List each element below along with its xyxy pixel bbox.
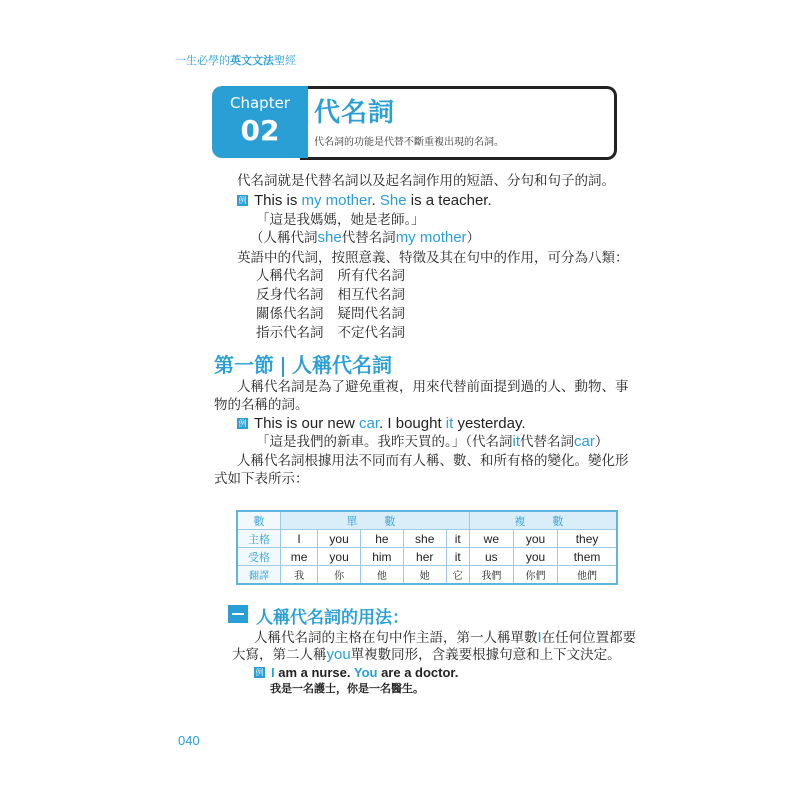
list-item: 關係代名詞 疑問代名詞 [256, 306, 405, 322]
example-1 [237, 190, 492, 209]
table-cell: I [281, 530, 318, 548]
section-para-2-line-2: 式如下表所示： [214, 471, 309, 487]
table-cell: she [403, 530, 446, 548]
translation-1: 「這是我媽媽，她是老師。」 [256, 212, 425, 228]
chapter-word: Chapter [230, 94, 290, 112]
plural-header: 複 數 [469, 511, 617, 530]
table-cell: it [446, 530, 469, 548]
section-para-2-line-1: 人稱代名詞根據用法不同而有人稱、數、和所有格的變化。變化形 [237, 453, 629, 469]
example-3 [254, 662, 458, 681]
row-label: 主格 [237, 530, 281, 548]
table-cell: 他 [361, 566, 404, 585]
table-cell: they [558, 530, 617, 548]
definition-text: 代名詞就是代替名詞以及起名詞作用的短語、分句和句子的詞。 [237, 173, 615, 189]
table-cell: me [281, 548, 318, 566]
section-para-1-line-1: 人稱代名詞是為了避免重複，用來代替前面提到過的人、動物、事 [237, 379, 629, 395]
example-2-text: This is our new car. I bought it yesterday. [254, 415, 526, 432]
chapter-tab [212, 86, 308, 158]
chapter-description: 代名詞的功能是代替不斷重複出現的名詞。 [314, 137, 504, 148]
chapter-title: 代名詞 [314, 98, 396, 128]
table-cell: us [469, 548, 513, 566]
translation-3: 我是一名護士，你是一名醫生。 [270, 682, 424, 695]
table-cell: we [469, 530, 513, 548]
example-icon: 例 [238, 419, 247, 428]
subsection-line-2: 大寫，第二人稱you單複數同形，含義要根據句意和上下文決定。 [232, 646, 621, 663]
table-header-row [237, 511, 617, 530]
section-name: 人稱代名詞 [292, 353, 392, 377]
running-header [175, 52, 296, 68]
row-label: 翻譯 [237, 566, 281, 585]
example-icon: 例 [238, 196, 247, 205]
section-label: 第一節 [214, 353, 274, 377]
table-cell: 你們 [513, 566, 557, 585]
header-prefix: 一生必學的 [175, 54, 230, 67]
table-cell: you [513, 548, 557, 566]
table-cell: you [318, 530, 361, 548]
section-title [214, 349, 392, 378]
table-row [237, 530, 617, 548]
chapter-number: 02 [240, 114, 280, 147]
header-bold: 英文文法 [230, 54, 274, 67]
subsection-badge-icon [228, 605, 248, 623]
subsection-line-1: 人稱代名詞的主格在句中作主語，第一人稱單數I在任何位置都要 [254, 629, 637, 646]
table-cell: them [558, 548, 617, 566]
example-1-text: This is my mother. She is a teacher. [254, 192, 492, 209]
header-suffix: 聖經 [274, 54, 296, 67]
table-cell: 她 [403, 566, 446, 585]
example-icon: 例 [255, 668, 264, 677]
table-cell: you [318, 548, 361, 566]
section-para-1-line-2: 物的名稱的詞。 [214, 397, 309, 413]
list-item: 反身代名詞 相互代名詞 [256, 287, 405, 303]
note-1: （人稱代詞she代替名詞my mother） [250, 229, 481, 246]
page-number: 040 [178, 733, 200, 748]
table-cell: her [403, 548, 446, 566]
pronoun-table [236, 510, 618, 585]
table-cell: 我們 [469, 566, 513, 585]
classify-text: 英語中的代詞，按照意義、特徵及其在句中的作用，可分為八類： [237, 250, 629, 266]
singular-header: 單 數 [281, 511, 470, 530]
subsection-title: 人稱代名詞的用法： [256, 608, 409, 628]
table-cell: him [361, 548, 404, 566]
table-row [237, 566, 617, 585]
translation-2: 「這是我們的新車。我昨天買的。」（代名詞it代替名詞car） [256, 433, 609, 450]
table-cell: 它 [446, 566, 469, 585]
list-item: 指示代名詞 不定代名詞 [256, 325, 405, 341]
example-3-text: I am a nurse. You are a doctor. [271, 665, 459, 680]
table-cell: it [446, 548, 469, 566]
table-corner: 數 [237, 511, 281, 530]
example-2 [237, 413, 526, 432]
row-label: 受格 [237, 548, 281, 566]
list-item: 人稱代名詞 所有代名詞 [256, 268, 405, 284]
table-cell: 他們 [558, 566, 617, 585]
category-list [256, 267, 405, 343]
table-cell: 我 [281, 566, 318, 585]
table-row [237, 548, 617, 566]
table-cell: he [361, 530, 404, 548]
table-cell: 你 [318, 566, 361, 585]
section-divider [282, 357, 284, 377]
table-cell: you [513, 530, 557, 548]
